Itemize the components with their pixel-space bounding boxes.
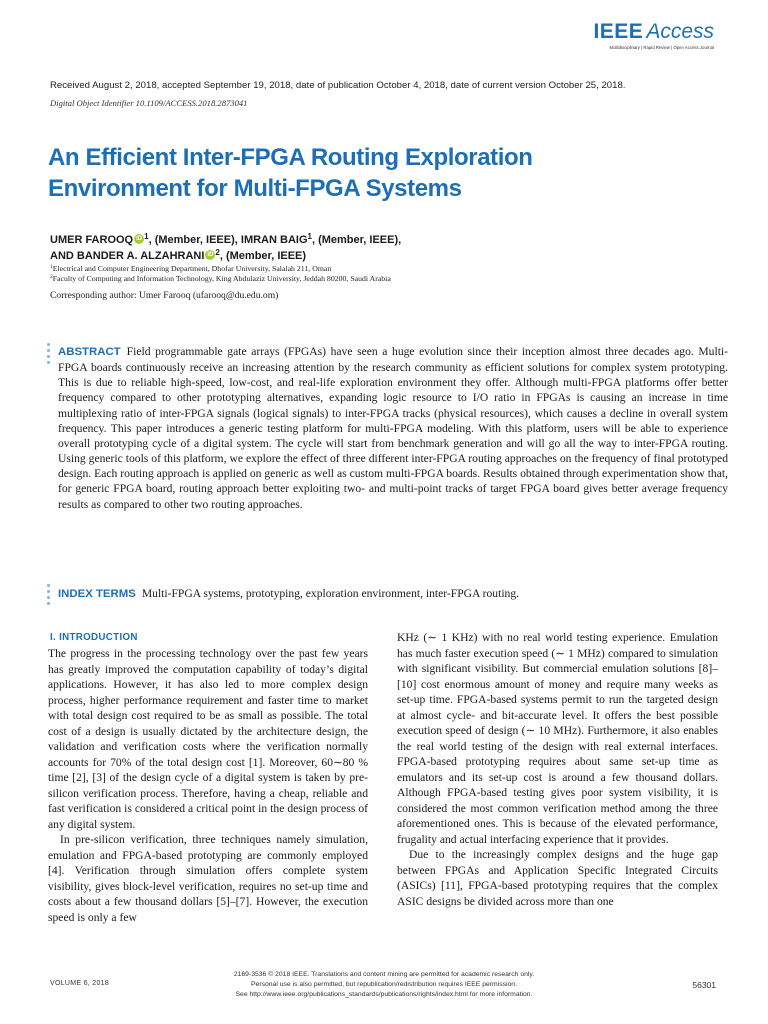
corresponding-author: Corresponding author: Umer Farooq (ufarooq@du.edu.om) (50, 290, 279, 301)
copyright-link[interactable]: See http://www.ieee.org/publications_standards/publications/rights/index.html for more information. (235, 991, 533, 998)
affiliation-number: 1 (50, 264, 53, 270)
decorative-dots (47, 343, 50, 364)
paragraph: The progress in the processing technology over the past few years has greatly improved the computation capability of today’s digital applications. However, it has also led to more complex design process, higher performance requirement and faster time to market with total design cost required to be as small as possible. The total cost of a design is usually dictated by the architecture design, the validation and verification costs where the verification normally accounts for 70% of the total design cost [1]. Moreover, 60∼80 % time [2], [3] of the design cycle of a digital system is taken by pre-silicon verification process. Therefore, having a cheap, reliable and fast verification is considered a critical point in the design process of any digital system. (48, 647, 368, 831)
author-role: , (Member, IEEE), (148, 234, 241, 246)
orcid-icon[interactable]: iD (136, 236, 143, 242)
affiliation-2 (50, 274, 730, 284)
title-line-2: Environment for Multi-FPGA Systems (48, 175, 462, 202)
doi-line: Digital Object Identifier 10.1109/ACCESS.2018.2873041 (50, 98, 248, 108)
copyright-line: 2169-3536 © 2018 IEEE. Translations and content mining are permitted for academic research only. (233, 971, 535, 978)
author-name: UMER FAROOQ (50, 234, 134, 246)
affiliation-text: Faculty of Computing and Information Technology, King Abdulaziz University, Jeddah 80200, Saudi Arabia (52, 274, 391, 283)
title-line-1: An Efficient Inter-FPGA Routing Exploration (48, 144, 533, 171)
affiliation-text: Electrical and Computer Engineering Department, Dhofar University, Salalah 211, Oman (52, 264, 332, 273)
abstract-label: ABSTRACT (58, 346, 121, 358)
received-dates: Received August 2, 2018, accepted September 19, 2018, date of publication October 4, 2018, date of current version October 25, 2018. (50, 80, 626, 91)
abstract (58, 344, 728, 512)
affiliation-marker: 1 (307, 232, 312, 241)
copyright-line: Personal use is also permitted, but republication/redistribution requires IEEE permission. (251, 981, 517, 988)
footer-copyright (170, 970, 598, 1000)
logo-ieee-text: IEEE (593, 20, 644, 43)
logo-access-text: Access (646, 20, 714, 43)
paper-title (48, 142, 728, 204)
author-list (50, 232, 730, 264)
author-name: AND BANDER A. ALZAHRANI (50, 250, 205, 262)
body-column-left (48, 646, 368, 925)
section-heading: I. INTRODUCTION (50, 632, 138, 643)
footer-volume: VOLUME 6, 2018 (50, 980, 110, 987)
author-role: , (Member, IEEE) (219, 250, 307, 262)
index-terms-text: Multi-FPGA systems, prototyping, exploration environment, inter-FPGA routing. (141, 587, 520, 600)
author-name: IMRAN BAIG (240, 234, 308, 246)
paragraph: Due to the increasingly complex designs and the huge gap between FPGAs and Application Specific Integrated Circuits (ASICs) [11], FPGA-based prototyping requires that the complex ASIC designs be divided across more than one (397, 848, 718, 908)
body-column-right (397, 630, 718, 909)
affiliation-marker: 1 (144, 232, 149, 241)
decorative-dots (47, 584, 50, 605)
affiliation-marker: 2 (215, 248, 220, 257)
orcid-icon[interactable]: iD (207, 252, 214, 258)
paragraph: KHz (∼ 1 KHz) with no real world testing experience. Emulation has much faster execution speed (∼ 1 MHz) compared to simulation with significant visibility. But commercial emulation solutions [8]–[10] cost enormous amount of money and require many weeks as set-up time. FPGA-based systems permit to run the targeted design at almost cycle- and bit-accurate level. It offers the best possible execution speed of design (∼ 10 MHz). Furthermore, it also enables the real world testing of the design with real external interfaces. FPGA-based prototyping requires about same set-up time as emulators and its set-up cost is around a few thousand dollars. Although FPGA-based testing gives poor system visibility, it is considered the most common verification method among the three aforementioned ones. This is because of the elevated performance, frugality and actual interfacing experience that it provides. (397, 631, 718, 846)
index-terms-label: INDEX TERMS (58, 588, 136, 600)
page-number: 56301 (692, 980, 716, 990)
author-role: , (Member, IEEE), (311, 234, 402, 246)
abstract-text: Field programmable gate arrays (FPGAs) have seen a huge evolution since their inception almost three decades ago. Multi-FPGA boards continuously receive an increasing attention by the research community as efficient solutions for complex system prototyping. This is due to reliable high-speed, low-cost, and real-life exploration environment they offer. Although multi-FPGA platforms offer better frequency compared to other prototyping alternatives, expanding logic resource to I/O ratio in FPGAs is causing an increase in time multiplexing ratio of inter-FPGA signals (logical signals) to inter-FPGA tracks (physical resources), which causes a decline in overall system frequency. This paper introduces a generic testing platform for multi-FPGA modeling. With this platform, users will be able to experience overall prototyping cycle of a digital system. The cycle will start from benchmark generation and will go all the way to inter-FPGA routing. Using generic tools of this platform, we explore the effect of three different inter-FPGA routing approaches on the frequency of final prototyped design. Each routing approach is applied on generic as well as custom multi-FPGA boards. Results obtained through experimentation show that, for generic FPGA board, routing approach better exploiting two- and multi-point tracks of target FPGA board gives better average frequency results as compared to other two routing approaches. (58, 345, 728, 511)
affiliation-number: 2 (50, 274, 53, 280)
affiliation-1 (50, 264, 730, 274)
journal-logo (593, 20, 714, 50)
journal-tagline: Multidisciplinary | Rapid Review | Open Access Journal (609, 45, 714, 50)
index-terms (58, 587, 728, 600)
paragraph: In pre-silicon verification, three techniques namely simulation, emulation and FPGA-based prototyping are commonly employed [4]. Verification through simulation offers complete system visibility, gives block-level verification, requires no set-up time and costs about a few thousand dollars [5]–[7]. However, the execution speed is only a few (48, 833, 368, 924)
